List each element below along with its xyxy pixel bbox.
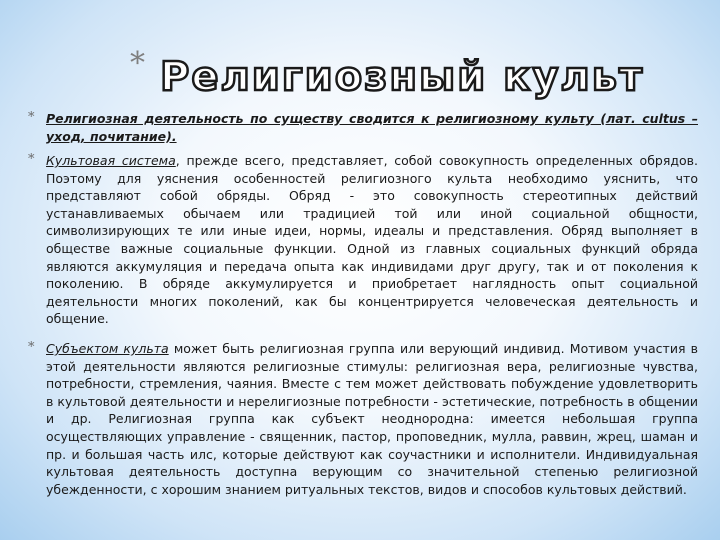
bullet-text: может быть религиозная группа или верующий индивид. Мотивом участия в этой деятельности являются религиозные стимулы: религиозная вера, религиозные чувства, потребности, стремления, чаяния. Вместе с тем может действовать побуждение удовлетворить в культовой деятельности и нерелигиозные потребности - эстетические, потребность в общении и др. Религиозная группа как субъект неоднородна: имеется небольшая группа осуществляющих управление - священник, пастор, проповедник, мулла, раввин, жрец, шаман и пр. и большая часть илс, которые действуют как соучастники и исполнители. Индивидуальная культовая деятельность доступна верующим со значительной степенью религиозной убежденности, с хорошим знанием ритуальных текстов, видов и способов культовых действий. (46, 341, 698, 497)
bullet-body (46, 152, 698, 328)
bullet-item-3 (28, 340, 698, 498)
bullet-body (46, 340, 698, 498)
bullet-lead-term: Субъектом культа (46, 341, 169, 356)
bullet-text: , прежде всего, представляет, собой совокупность определенных обрядов. Поэтому для уяснения особенностей религиозного культа необходимо уяснить, что представляют собой обряды. Обряд - это совокупность стереотипных действий устанавливаемых обычаем или традицией той или иной социальной общности, символизирующих те или иные идеи, нормы, идеалы и представления. Обряд выполняет в обществе важные социальные функции. Одной из главных социальных функций обряда являются аккумуляция и передача опыта как индивидами друг другу, так и от поколения к поколению. В обряде аккумулируется и приобретает наглядность опыт социальной деятельности многих поколений, как бы концентрируется человеческая деятельность и общение. (46, 153, 698, 327)
bullet-marker: * (28, 340, 35, 355)
bullet-lead-term: Культовая система (46, 153, 176, 168)
bullet-marker: * (28, 152, 35, 167)
bullet-item-1 (28, 110, 698, 145)
slide-title: Религиозный культ (160, 54, 645, 100)
bullet-item-2 (28, 152, 698, 328)
title-marker: * (130, 46, 145, 81)
bullet-text: Религиозная деятельность по существу сводится к религиозному культу (лат. cultus – уход, почитание). (46, 111, 698, 144)
bullet-marker: * (28, 110, 35, 125)
